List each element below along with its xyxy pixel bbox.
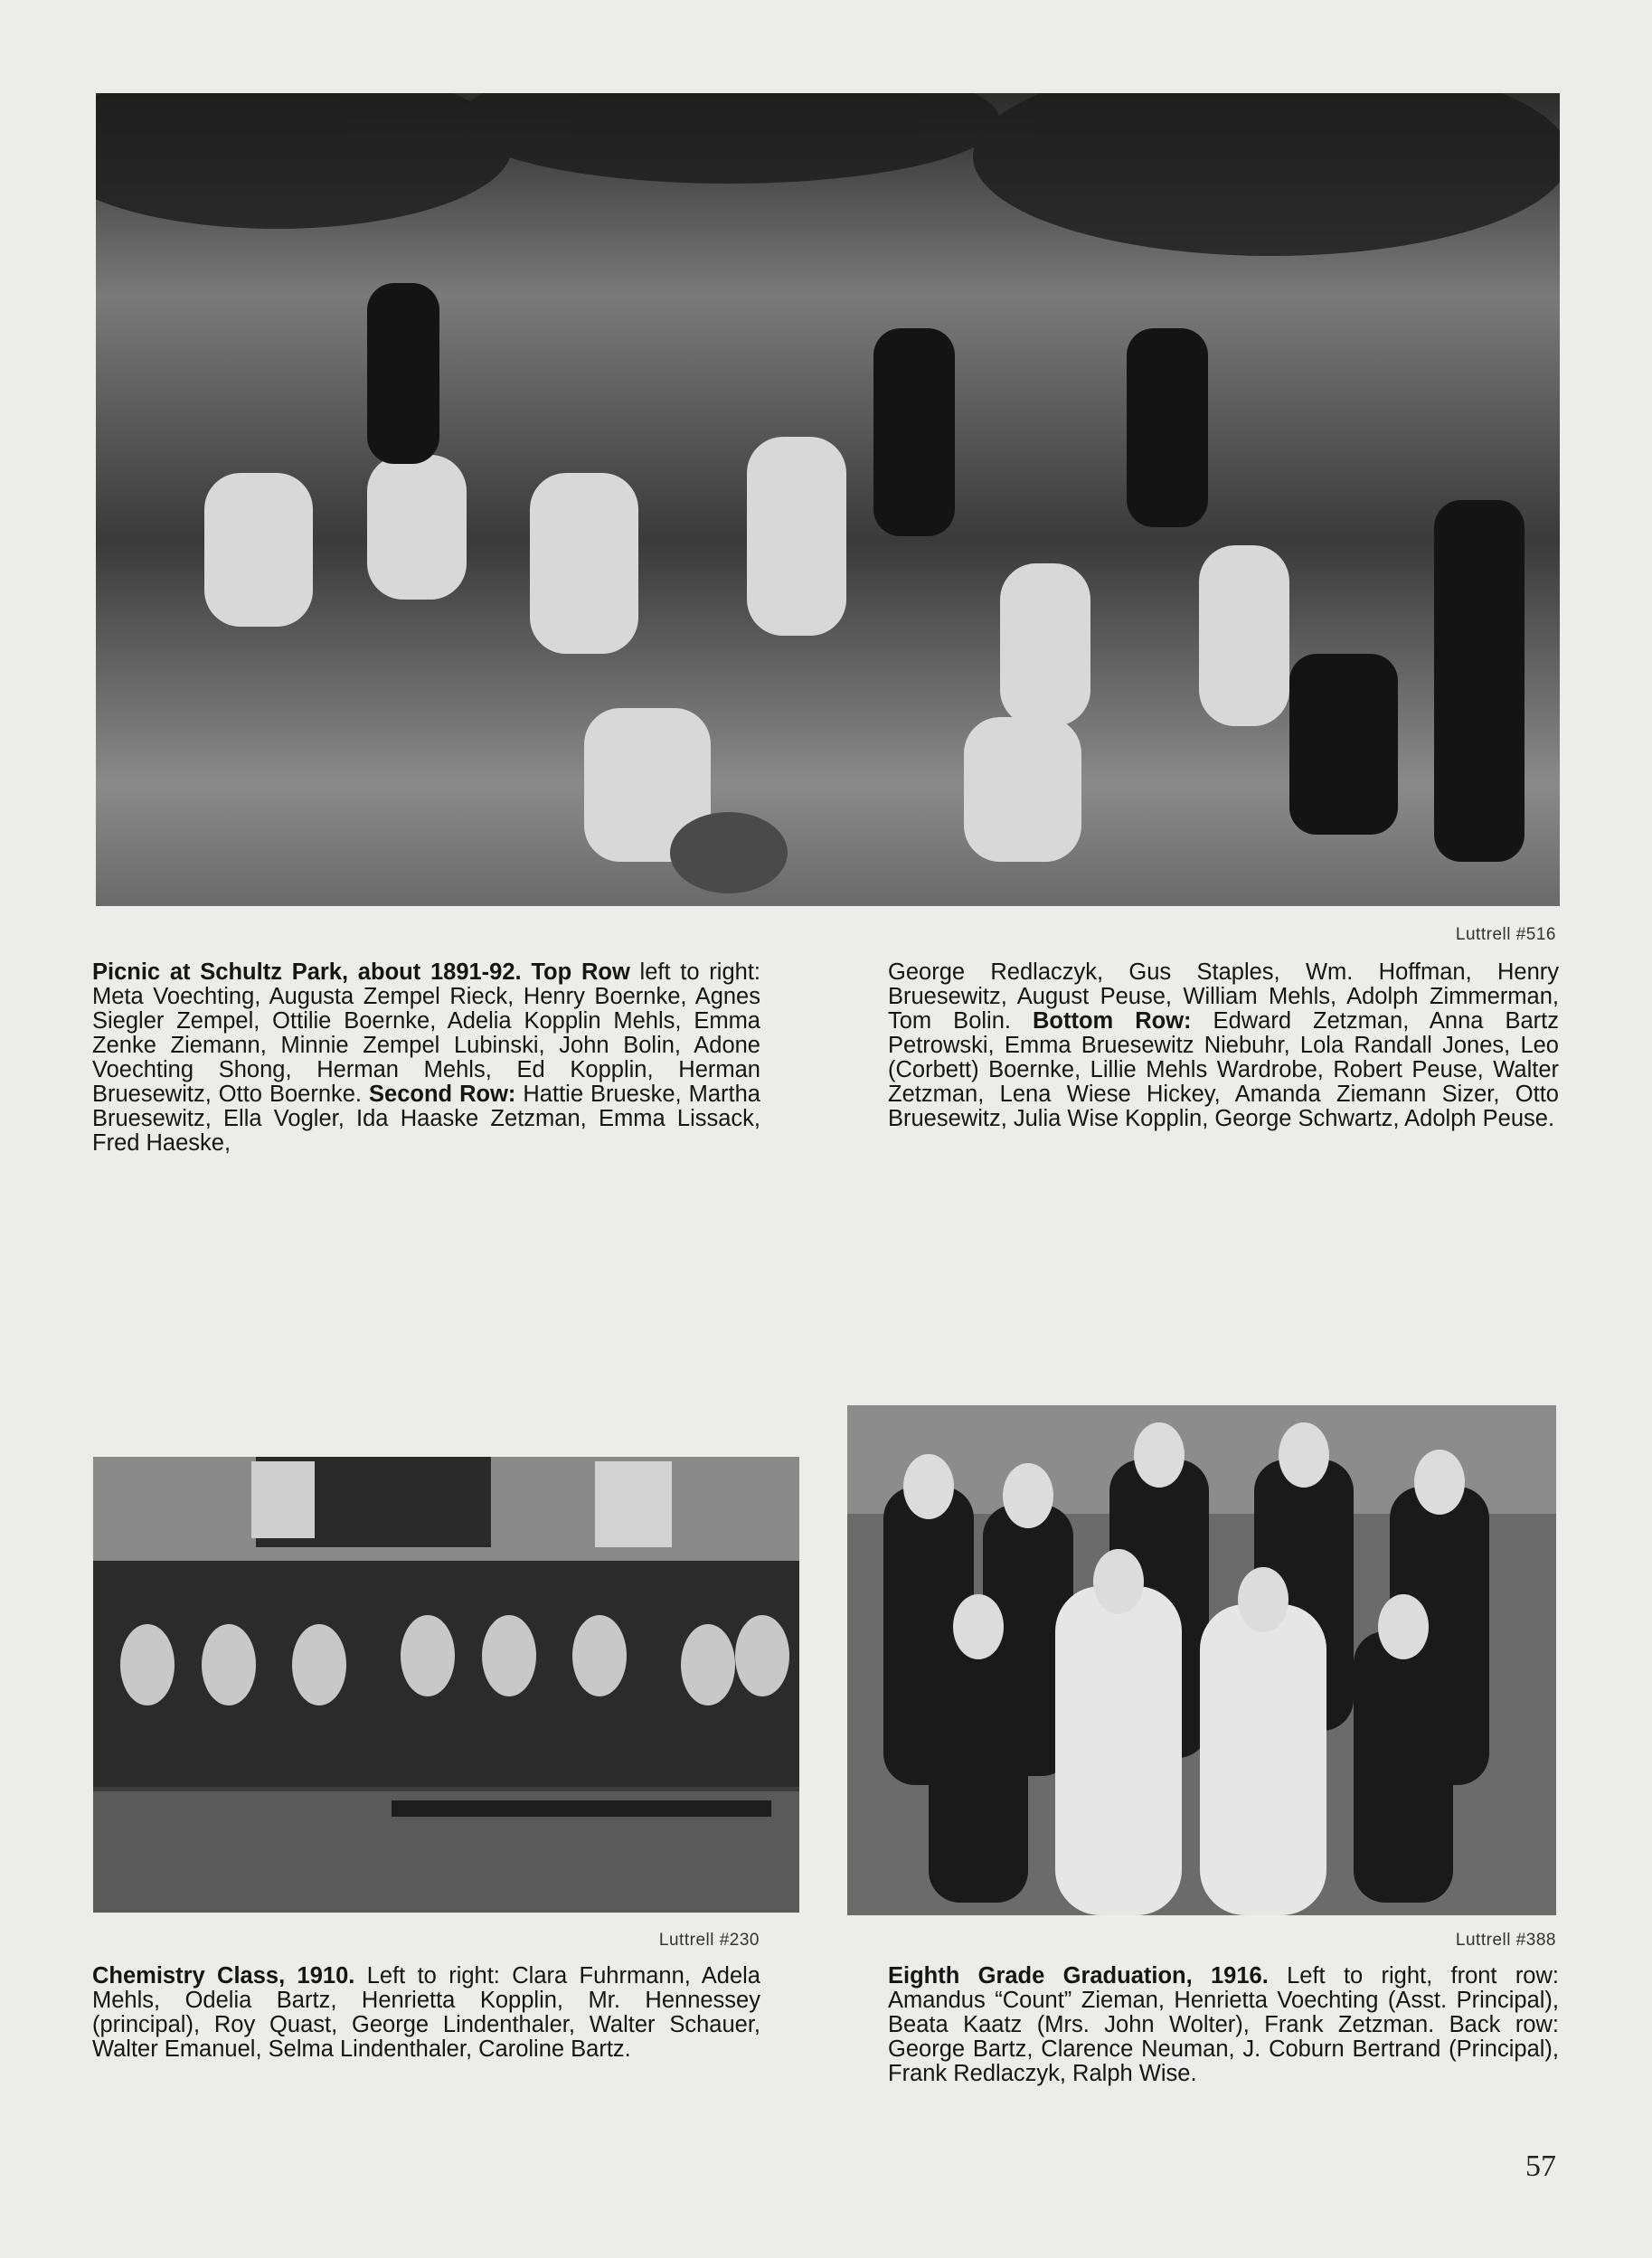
chemistry-photo-art [93, 1457, 799, 1913]
picnic-caption-top-row-label: Top Row [531, 959, 630, 985]
graduation-caption-text: Left to right, front row: Amandus “Count” Zieman, Henrietta Voechting (Asst. Principal), Beata Kaatz (Mrs. John Wolter), Frank Zetzman. Back row: George Bartz, Clarence Neuman, J. Coburn Bertrand (Principal), Frank Redlaczyk, Ralph Wise. [888, 1963, 1559, 2086]
chemistry-caption-title: Chemistry Class, 1910. [92, 1963, 355, 1989]
graduation-photo-credit: Luttrell #388 [1455, 1931, 1556, 1950]
chemistry-photo [93, 1457, 799, 1913]
picnic-photo [96, 93, 1560, 906]
picnic-caption-second-row-label: Second Row: [369, 1082, 516, 1107]
graduation-caption-title: Eighth Grade Graduation, 1916. [888, 1963, 1269, 1989]
picnic-photo-credit: Luttrell #516 [1455, 925, 1556, 944]
chemistry-caption [92, 1964, 760, 2062]
picnic-photo-art [96, 93, 1560, 906]
picnic-caption-second-row-cont: George Redlaczyk, Gus Staples, Wm. Hoffman, Henry Bruesewitz, August Peuse, William Mehls, Adolph Zimmerman, Tom Bolin. [888, 959, 1559, 1034]
chemistry-photo-credit: Luttrell #230 [658, 1931, 760, 1950]
picnic-caption-top-row-text: left to right: Meta Voechting, Augusta Zempel Rieck, Henry Boernke, Agnes Siegler Zempel, Ottilie Boernke, Adelia Kopplin Mehls, Emma Zenke Ziemann, Minnie Zempel Lubinski, John Bolin, Adone Voechting Shong, Herman Mehls, Ed Kopplin, Herman Bruesewitz, Otto Boernke. [92, 959, 760, 1107]
graduation-photo-art [847, 1405, 1556, 1915]
picnic-caption-left [92, 960, 760, 1156]
picnic-caption-bottom-row-label: Bottom Row: [1032, 1008, 1192, 1034]
page-number: 57 [1525, 2149, 1556, 2183]
picnic-caption-bottom-row-text: Edward Zetzman, Anna Bartz Petrowski, Emma Bruesewitz Niebuhr, Lola Randall Jones, Leo (Corbett) Boernke, Lillie Mehls Wardrobe, Robert Peuse, Walter Zetzman, Lena Wiese Hickey, Amanda Ziemann Sizer, Otto Bruesewitz, Julia Wise Kopplin, George Schwartz, Adolph Peuse. [888, 1008, 1559, 1131]
picnic-caption-right [888, 960, 1559, 1131]
graduation-caption [888, 1964, 1559, 2086]
chemistry-caption-text: Left to right: Clara Fuhrmann, Adela Mehls, Odelia Bartz, Henrietta Kopplin, Mr. Hennessey (principal), Roy Quast, George Lindenthaler, Walter Schauer, Walter Emanuel, Selma Lindenthaler, Caroline Bartz. [92, 1963, 760, 2062]
graduation-photo [847, 1405, 1556, 1915]
picnic-caption-title: Picnic at Schultz Park, about 1891-92. [92, 959, 522, 985]
picnic-caption-second-row-text: Hattie Brueske, Martha Bruesewitz, Ella Vogler, Ida Haaske Zetzman, Emma Lissack, Fred Haeske, [92, 1082, 760, 1156]
